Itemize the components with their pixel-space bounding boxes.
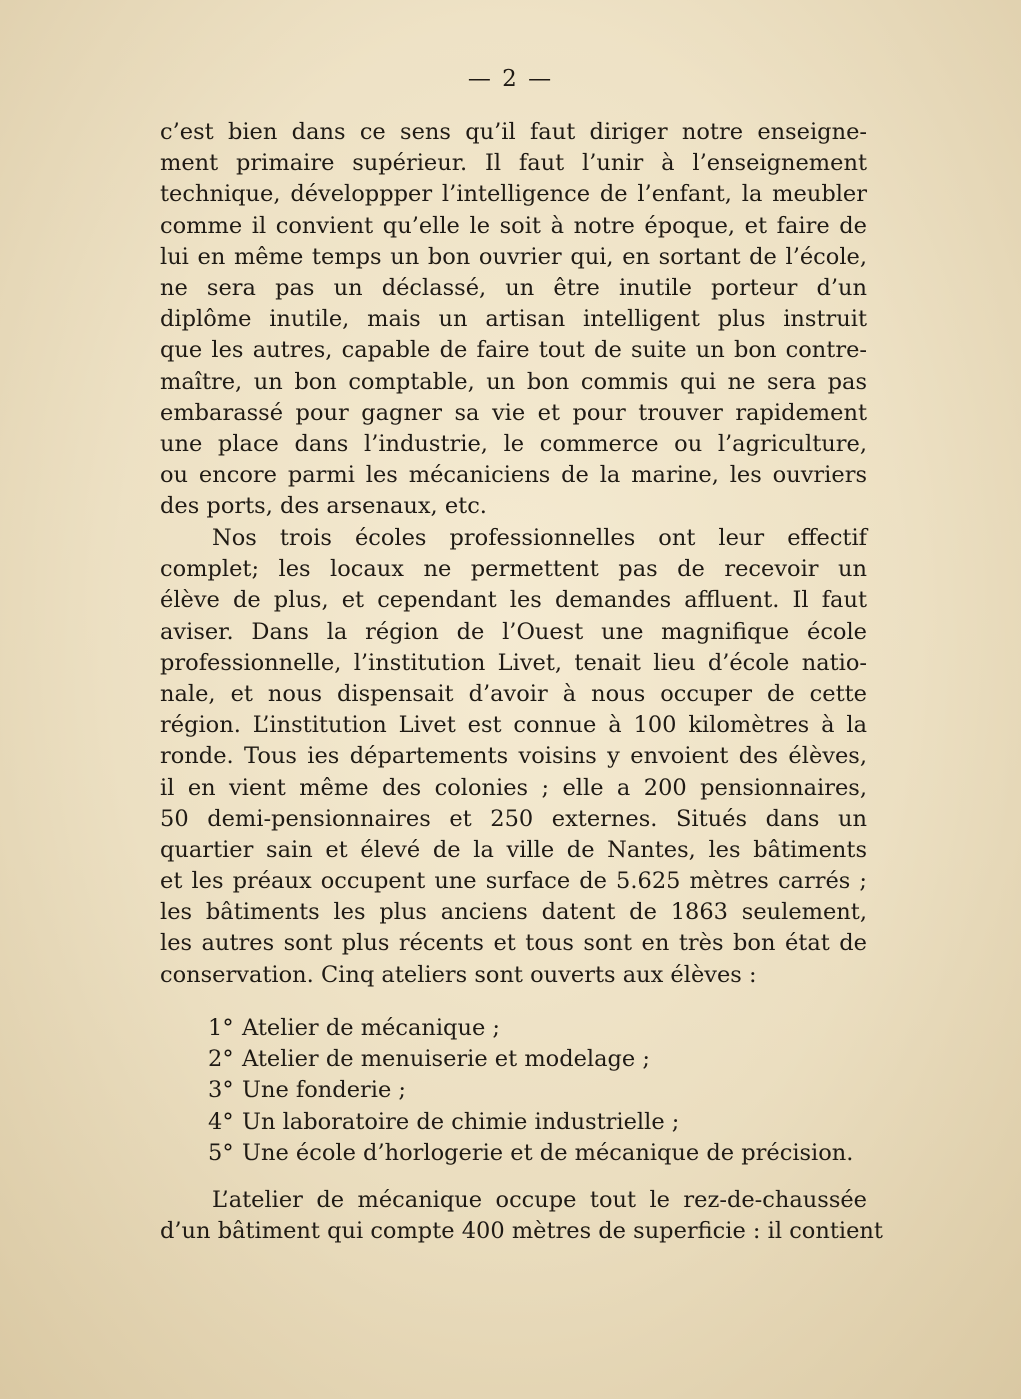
list-item-number: 3° <box>208 1077 234 1104</box>
text-line: les bâtiments les plus anciens datent de 1863 seulement, <box>160 899 867 926</box>
text-line: c’est bien dans ce sens qu’il faut diriger notre enseigne- <box>160 119 867 145</box>
text-line: maître, un bon comptable, un bon commis qui ne sera pas <box>160 368 867 395</box>
list-item <box>208 1075 868 1106</box>
list-item-text: Atelier de menuiserie et modelage ; <box>242 1046 650 1073</box>
paragraph-1 <box>160 117 867 522</box>
list-item-text: Une fonderie ; <box>242 1077 407 1104</box>
list-item <box>208 1013 868 1044</box>
list-item-text: Un laboratoire de chimie industrielle ; <box>242 1108 680 1135</box>
text-line: complet; les locaux ne permettent pas de recevoir un <box>160 556 867 583</box>
text-line: ne sera pas un déclassé, un être inutile porteur d’un <box>160 274 867 301</box>
text-line: comme il convient qu’elle le soit à notre époque, et faire de <box>160 212 867 239</box>
list-item <box>208 1044 868 1075</box>
list-item-number: 4° <box>208 1108 234 1135</box>
text-line: embarassé pour gagner sa vie et pour trouver rapidement <box>160 399 867 426</box>
list-item-number: 2° <box>208 1046 234 1073</box>
text-line: nale, et nous dispensait d’avoir à nous occuper de cette <box>160 680 867 707</box>
text-line: L’atelier de mécanique occupe tout le rez-de-chaussée <box>212 1187 867 1213</box>
text-line: 50 demi-pensionnaires et 250 externes. Situés dans un <box>160 805 867 832</box>
text-line: ment primaire supérieur. Il faut l’unir à l’enseignement <box>160 150 867 177</box>
text-line: quartier sain et élevé de la ville de Nantes, les bâtiments <box>160 836 867 863</box>
text-line: conservation. Cinq ateliers sont ouverts aux élèves : <box>160 961 757 988</box>
text-line: ou encore parmi les mécaniciens de la marine, les ouvriers <box>160 462 867 489</box>
text-line: les autres sont plus récents et tous sont en très bon état de <box>160 930 867 957</box>
text-line: diplôme inutile, mais un artisan intelligent plus instruit <box>160 306 867 333</box>
text-line: région. L’institution Livet est connue à 100 kilomètres à la <box>160 712 867 739</box>
paragraph-3 <box>160 1185 883 1247</box>
text-line: et les préaux occupent une surface de 5.625 mètres carrés ; <box>160 868 867 895</box>
text-line: des ports, des arsenaux, etc. <box>160 493 487 520</box>
paragraph-2 <box>160 523 867 991</box>
text-line: d’un bâtiment qui compte 400 mètres de superficie : il contient <box>160 1218 883 1245</box>
list-item-number: 5° <box>208 1139 234 1166</box>
workshop-list <box>208 1013 868 1169</box>
text-line: professionnelle, l’institution Livet, tenait lieu d’école natio- <box>160 649 867 676</box>
text-line: élève de plus, et cependant les demandes affluent. Il faut <box>160 587 867 614</box>
text-line: lui en même temps un bon ouvrier qui, en sortant de l’école, <box>160 243 867 270</box>
page-number: — 2 — <box>467 66 554 92</box>
text-line: technique, développper l’intelligence de l’enfant, la meubler <box>160 181 867 208</box>
text-line: ronde. Tous ies départements voisins y envoient des élèves, <box>160 743 867 770</box>
text-line: aviser. Dans la région de l’Ouest une magnifique école <box>160 618 867 645</box>
list-item <box>208 1107 868 1138</box>
text-line: Nos trois écoles professionnelles ont leur effectif <box>212 525 867 551</box>
list-item <box>208 1138 868 1169</box>
text-line: une place dans l’industrie, le commerce ou l’agriculture, <box>160 430 867 457</box>
list-item-text: Une école d’horlogerie et de mécanique de précision. <box>242 1139 854 1166</box>
text-line: il en vient même des colonies ; elle a 200 pensionnaires, <box>160 774 867 801</box>
list-item-number: 1° <box>208 1015 234 1041</box>
list-item-text: Atelier de mécanique ; <box>242 1015 500 1041</box>
text-line: que les autres, capable de faire tout de suite un bon contre- <box>160 337 867 364</box>
